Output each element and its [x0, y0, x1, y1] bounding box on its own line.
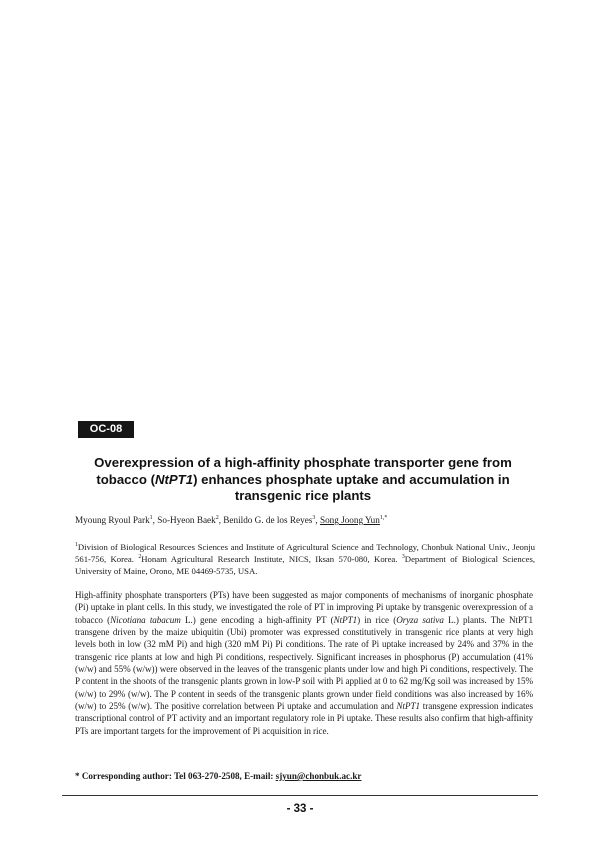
abstract-text: transgene expression indicates transcriptional control of PT activity and an important regulatory role in Pi uptake. These results also confirm that high-affinity PTs are important targets for the improvement of Pi acquisition in rice. [75, 701, 533, 736]
affiliation-mark: 2 [138, 554, 142, 561]
abstract-italic-species: Nicotiana tabacum [110, 614, 181, 625]
author-name: Benildo G. de los Reyes [223, 515, 313, 525]
corresponding-contact: * Corresponding author: Tel 063-270-2508, E-mail: [75, 771, 276, 781]
author-affiliation-mark: 2 [215, 514, 219, 521]
title-line-2-pre: tobacco ( [96, 471, 155, 487]
author-affiliation-mark: 3 [312, 514, 316, 521]
abstract-text: ) in rice ( [357, 614, 397, 625]
abstract-text: L.) gene encoding a high-affinity PT ( [180, 614, 334, 625]
title-line-1: Overexpression of a high-affinity phosphate transporter gene from [94, 455, 512, 470]
abstract-body [75, 589, 533, 737]
author-affiliation-mark: 1,* [379, 514, 388, 521]
author-name: Myoung Ryoul Park [75, 515, 150, 525]
footer-divider [62, 795, 538, 796]
title-line-3: transgenic rice plants [234, 488, 372, 504]
title-line-2-post: ) enhances phosphate uptake and accumulation in [193, 471, 510, 487]
abstract-text: High-affinity phosphate transporters (PTs) have been suggested as major components of mechanisms of inorganic phosphate (Pi) uptake in plant cells. In this study, we investigated the role of PT in improving Pi uptake by transgenic overexpression of a tobacco ( [75, 590, 533, 625]
affiliations [75, 541, 535, 578]
abstract-italic-gene: NtPT1 [396, 701, 421, 712]
affiliation-mark: 3 [401, 554, 405, 561]
author-list: Myoung Ryoul Park$^1$, So-Hyeon Baek$^2$, Benildo G. de los Reyes$^3$, Song Joong Yun$^{1,*}$ [75, 514, 388, 525]
affiliation-2: Honam Agricultural Research Institute, NICS, Iksan 570-080, Korea. [141, 554, 398, 565]
abstract-italic-species: Oryza sativa [396, 614, 444, 625]
affiliation-1: Division of Biological Resources Sciences and Institute of Agricultural Science and Technology, Chonbuk National Univ., Jeonju 561-756, Korea. [75, 542, 535, 565]
page-number: - 33 - [286, 803, 314, 815]
paper-title [72, 455, 534, 505]
affiliation-mark: 1 [75, 542, 78, 549]
abstract-italic-gene: NtPT1 [333, 614, 358, 625]
corresponding-author-name: Song Joong Yun [319, 515, 380, 525]
affiliation-3: Department of Biological Sciences, University of Maine, Orono, ME 04469-5735, USA. [75, 554, 536, 577]
author-affiliation-mark: 1 [149, 514, 153, 521]
author-name: So-Hyeon Baek [157, 515, 216, 525]
title-gene-name: NtPT1 [154, 471, 194, 487]
session-code-badge: OC-08 [78, 421, 134, 438]
abstract-text: L.) plants. The NtPT1 transgene driven by the maize ubiquitin (Ubi) promoter was expressed constitutively in transgenic rice plants at very high levels both in low (32 mM Pi) and high (320 mM Pi) Pi conditions. The rate of Pi uptake increased by 24% and 37% in the transgenic rice plants at low and high Pi conditions, respectively. Significant increases in phosphorus (P) accumulation (41% (w/w) and 55% (w/w)) were observed in the leaves of the transgenic plants under low and high Pi conditions, respectively. The P content in the shoots of the transgenic plants grown in low-P soil with Pi applied at 0 to 62 mg/Kg soil was increased by 15% (w/w) to 29% (w/w). The P content in seeds of the transgenic plants grown under field conditions was also increased by 16% (w/w) to 25% (w/w). The positive correlation between Pi uptake and accumulation and [75, 614, 533, 712]
corresponding-email-link[interactable]: sjyun@chonbuk.ac.kr [275, 771, 362, 781]
corresponding-author-note [75, 770, 535, 782]
